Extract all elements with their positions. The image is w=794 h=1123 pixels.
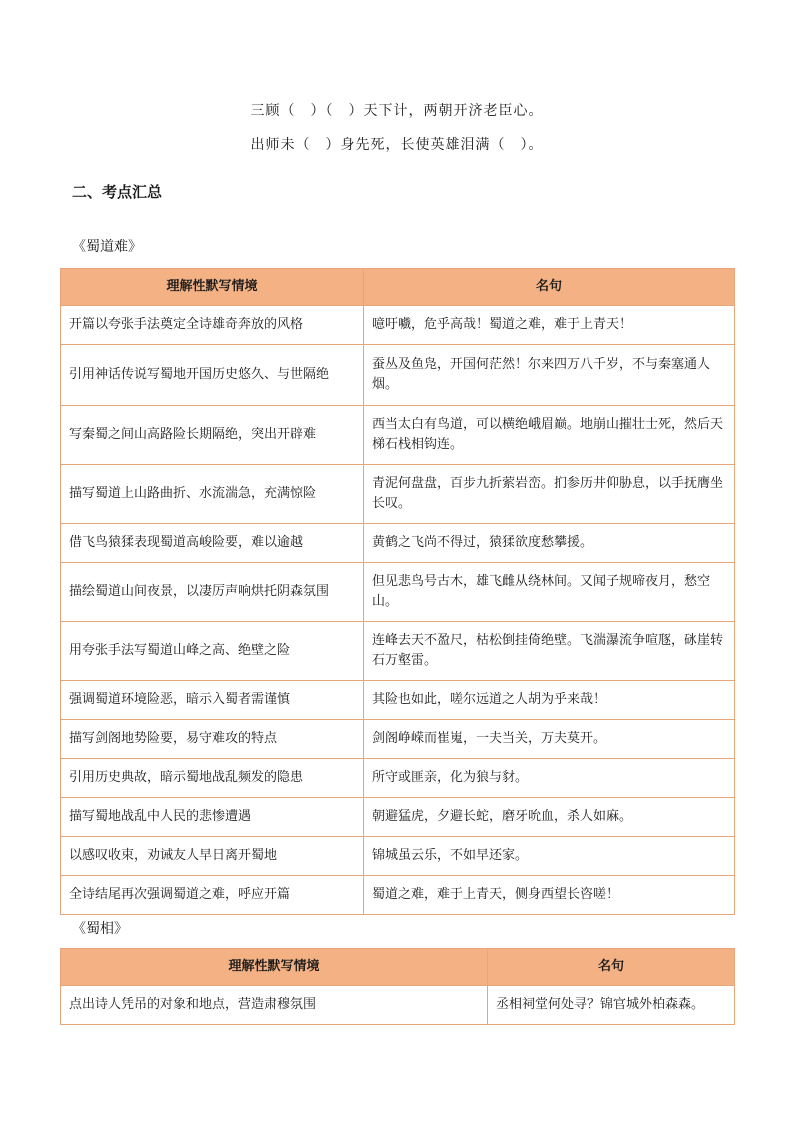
- table-row: [61, 345, 735, 406]
- table2-header-row: [61, 949, 735, 986]
- table-row: [61, 759, 735, 798]
- table1: [60, 268, 735, 915]
- quote-cell: 其险也如此，嗟尔远道之人胡为乎来哉！: [364, 681, 735, 720]
- table-row: [61, 622, 735, 681]
- context-cell: 开篇以夸张手法奠定全诗雄奇奔放的风格: [61, 306, 364, 345]
- context-cell: 全诗结尾再次强调蜀道之难，呼应开篇: [61, 876, 364, 915]
- quote-cell: 锦城虽云乐，不如早还家。: [364, 837, 735, 876]
- table1-header-context: 理解性默写情境: [61, 269, 364, 306]
- table2: [60, 948, 735, 1025]
- context-cell: 描写剑阁地势险要，易守难攻的特点: [61, 720, 364, 759]
- context-cell: 引用神话传说写蜀地开国历史悠久、与世隔绝: [61, 345, 364, 406]
- context-cell: 描写蜀地战乱中人民的悲惨遭遇: [61, 798, 364, 837]
- table-row: [61, 465, 735, 524]
- quote-cell: 但见悲鸟号古木，雄飞雌从绕林间。又闻子规啼夜月，愁空山。: [364, 563, 735, 622]
- table1-header-quote: 名句: [364, 269, 735, 306]
- quote-cell: 剑阁峥嵘而崔嵬，一夫当关，万夫莫开。: [364, 720, 735, 759]
- table-row: [61, 986, 735, 1025]
- table-row: [61, 837, 735, 876]
- table-row: [61, 720, 735, 759]
- quote-cell: 西当太白有鸟道，可以横绝峨眉巅。地崩山摧壮士死，然后天梯石栈相钩连。: [364, 406, 735, 465]
- context-cell: 借飞鸟猿猱表现蜀道高峻险要，难以逾越: [61, 524, 364, 563]
- table-row: [61, 798, 735, 837]
- table-row: [61, 524, 735, 563]
- quote-cell: 所守或匪亲，化为狼与豺。: [364, 759, 735, 798]
- table-row: [61, 563, 735, 622]
- table1-title: 《蜀道难》: [72, 239, 142, 255]
- quote-cell: 噫吁嚱，危乎高哉！蜀道之难，难于上青天！: [364, 306, 735, 345]
- table2-header-quote: 名句: [488, 949, 735, 986]
- poem-line-2: 出师未（ ）身先死，长使英雄泪满（ ）。: [250, 137, 544, 153]
- context-cell: 强调蜀道环境险恶，暗示入蜀者需谨慎: [61, 681, 364, 720]
- quote-cell: 朝避猛虎，夕避长蛇，磨牙吮血，杀人如麻。: [364, 798, 735, 837]
- section-title: 二、考点汇总: [72, 183, 163, 201]
- quote-cell: 连峰去天不盈尺，枯松倒挂倚绝壁。飞湍瀑流争喧豗，砯崖转石万壑雷。: [364, 622, 735, 681]
- table1-header-row: [61, 269, 735, 306]
- context-cell: 引用历史典故，暗示蜀地战乱频发的隐患: [61, 759, 364, 798]
- quote-cell: 蚕丛及鱼凫，开国何茫然！尔来四万八千岁，不与秦塞通人烟。: [364, 345, 735, 406]
- poem-line-1: 三顾（ ）（ ）天下计，两朝开济老臣心。: [250, 103, 544, 119]
- context-cell: 用夸张手法写蜀道山峰之高、绝壁之险: [61, 622, 364, 681]
- context-cell: 描绘蜀道山间夜景，以凄厉声响烘托阴森氛围: [61, 563, 364, 622]
- table-row: [61, 406, 735, 465]
- table2-title: 《蜀相》: [72, 921, 128, 937]
- table-row: [61, 876, 735, 915]
- quote-cell: 青泥何盘盘，百步九折萦岩峦。扪参历井仰胁息，以手抚膺坐长叹。: [364, 465, 735, 524]
- context-cell: 点出诗人凭吊的对象和地点，营造肃穆氛围: [61, 986, 488, 1025]
- context-cell: 描写蜀道上山路曲折、水流湍急，充满惊险: [61, 465, 364, 524]
- context-cell: 写秦蜀之间山高路险长期隔绝，突出开辟难: [61, 406, 364, 465]
- table-row: [61, 681, 735, 720]
- quote-cell: 蜀道之难，难于上青天，侧身西望长咨嗟！: [364, 876, 735, 915]
- table-row: [61, 306, 735, 345]
- quote-cell: 黄鹤之飞尚不得过，猿猱欲度愁攀援。: [364, 524, 735, 563]
- table2-header-context: 理解性默写情境: [61, 949, 488, 986]
- context-cell: 以感叹收束，劝诫友人早日离开蜀地: [61, 837, 364, 876]
- quote-cell: 丞相祠堂何处寻？锦官城外柏森森。: [488, 986, 735, 1025]
